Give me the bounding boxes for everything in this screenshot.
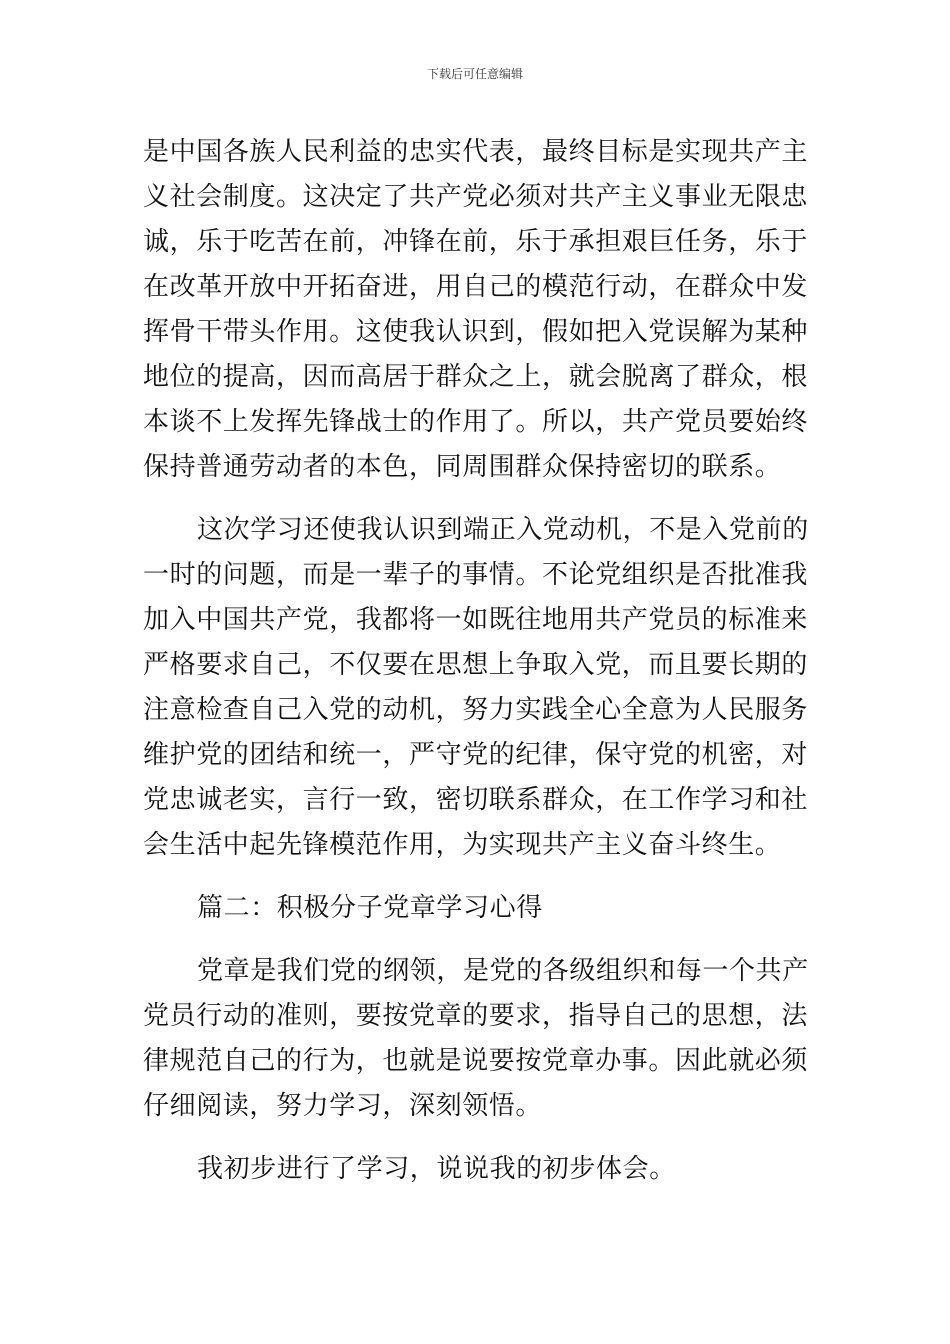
- section-heading: [143, 886, 807, 931]
- document-body: [143, 130, 807, 1192]
- text-line: 党忠诚老实，言行一致，密切联系群众，在工作学习和社: [143, 785, 809, 815]
- text-line: 是中国各族人民利益的忠实代表，最终目标是实现共产主: [143, 137, 809, 167]
- text-line: 党员行动的准则，要按党章的要求，指导自己的思想，法: [143, 1001, 809, 1031]
- text-line: 这次学习还使我认识到端正入党动机，不是入党前的: [197, 515, 809, 545]
- paragraph-2: [143, 508, 807, 868]
- text-line: 义社会制度。这决定了共产党必须对共产主义事业无限忠: [143, 182, 809, 212]
- heading-text: 篇二：积极分子党章学习心得: [197, 893, 543, 923]
- text-line: 我初步进行了学习，说说我的初步体会。: [197, 1154, 676, 1184]
- text-line: 诚，乐于吃苦在前，冲锋在前，乐于承担艰巨任务，乐于: [143, 227, 809, 257]
- text-line: 加入中国共产党，我都将一如既往地用共产党员的标准来: [143, 605, 809, 635]
- paragraph-3: [143, 949, 807, 1129]
- text-line: 严格要求自己，不仅要在思想上争取入党，而且要长期的: [143, 650, 809, 680]
- text-line: 保持普通劳动者的本色，同周围群众保持密切的联系。: [143, 452, 782, 482]
- text-line: 一时的问题，而是一辈子的事情。不论党组织是否批准我: [143, 560, 809, 590]
- text-line: 地位的提高，因而高居于群众之上，就会脱离了群众，根: [143, 362, 809, 392]
- text-line: 维护党的团结和统一，严守党的纪律，保守党的机密，对: [143, 740, 809, 770]
- text-line: 本谈不上发挥先锋战士的作用了。所以，共产党员要始终: [143, 407, 809, 437]
- paragraph-1: [143, 130, 807, 490]
- text-line: 在改革开放中开拓奋进，用自己的模范行动，在群众中发: [143, 272, 809, 302]
- text-line: 会生活中起先锋模范作用，为实现共产主义奋斗终生。: [143, 830, 782, 860]
- text-line: 注意检查自己入党的动机，努力实践全心全意为人民服务: [143, 695, 809, 725]
- text-line: 挥骨干带头作用。这使我认识到，假如把入党误解为某种: [143, 317, 809, 347]
- text-line: 党章是我们党的纲领，是党的各级组织和每一个共产: [197, 956, 809, 986]
- text-line: 律规范自己的行为，也就是说要按党章办事。因此就必须: [143, 1046, 809, 1076]
- page-header: 下载后可任意编辑: [426, 67, 523, 81]
- text-line: 仔细阅读，努力学习，深刻领悟。: [143, 1091, 543, 1121]
- paragraph-4: [143, 1147, 807, 1192]
